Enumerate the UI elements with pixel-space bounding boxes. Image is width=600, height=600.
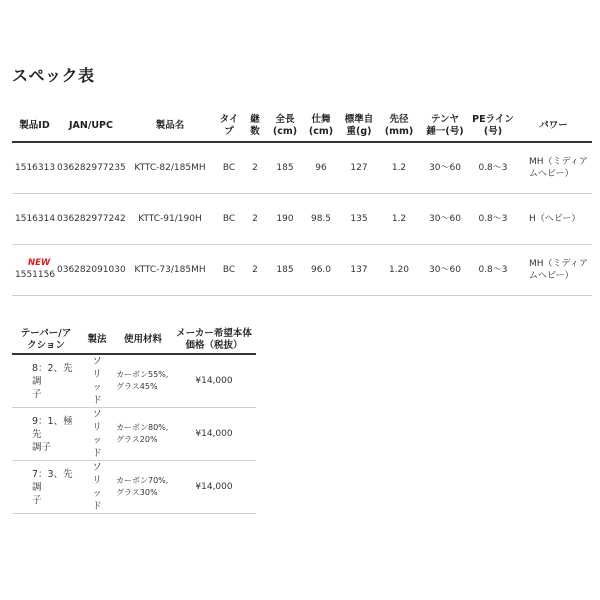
table-row (12, 461, 256, 514)
header-pieces: 継 数 (250, 113, 260, 137)
table-row (12, 354, 256, 408)
detail-table (12, 326, 256, 514)
header-taper-action: テーパー/ア クション (20, 327, 72, 351)
cell-power: MH（ミディア ムヘビー） (529, 258, 588, 281)
header-closed-length: 仕舞 (cm) (308, 113, 334, 137)
cell-product-name: KTTC-73/185MH (134, 264, 206, 275)
product-id-text: 1516314 (15, 213, 56, 224)
header-power: パワー (539, 119, 568, 131)
cell-method: ソ リ ッ ド (92, 356, 102, 406)
cell-length: 185 (276, 162, 294, 173)
cell-closed-length: 96.0 (310, 264, 332, 275)
cell-length: 190 (276, 213, 294, 224)
cell-jan: 036282977235 (57, 162, 126, 173)
table-row (12, 193, 592, 244)
cell-pe-line: 0.8〜3 (478, 264, 508, 275)
cell-weight: 135 (350, 213, 368, 224)
cell-pe-line: 0.8〜3 (478, 162, 508, 173)
cell-tenya-weight: 30〜60 (429, 213, 461, 224)
header-jan-upc: JAN/UPC (69, 119, 113, 131)
cell-closed-length: 98.5 (310, 213, 332, 224)
cell-type: BC (222, 213, 236, 224)
cell-method: ソ リ ッ ド (92, 462, 102, 512)
product-id-text: 1551156 (15, 269, 56, 280)
cell-price: ¥14,000 (195, 376, 233, 386)
spec-table (12, 110, 592, 296)
header-length: 全長 (cm) (272, 113, 298, 137)
cell-pieces: 2 (252, 213, 258, 224)
header-pe-line: PEライン (号) (472, 113, 514, 137)
cell-type: BC (222, 162, 236, 173)
header-material: 使用材料 (123, 333, 162, 345)
cell-material: カーボン80%, グラス20% (116, 423, 169, 444)
table-row (12, 244, 592, 295)
table-row (12, 142, 592, 193)
header-method: 製法 (87, 333, 107, 345)
cell-tenya-weight: 30〜60 (429, 264, 461, 275)
cell-tip-diameter: 1.2 (391, 213, 407, 224)
cell-product-name: KTTC-91/190H (138, 213, 202, 224)
header-product-name: 製品名 (155, 119, 185, 131)
cell-product-id (12, 244, 57, 295)
cell-weight: 137 (350, 264, 368, 275)
cell-power: H（ヘビー） (529, 213, 581, 224)
cell-weight: 127 (350, 162, 368, 173)
cell-material: カーボン70%, グラス30% (116, 476, 169, 497)
cell-price: ¥14,000 (195, 482, 233, 492)
cell-pieces: 2 (252, 264, 258, 275)
header-type: タイ プ (219, 113, 239, 137)
cell-pe-line: 0.8〜3 (478, 213, 508, 224)
cell-tip-diameter: 1.20 (388, 264, 410, 275)
header-product-id: 製品ID (19, 119, 50, 131)
cell-pieces: 2 (252, 162, 258, 173)
cell-jan: 036282977242 (57, 213, 126, 224)
cell-power: MH（ミディア ムヘビー） (529, 156, 588, 179)
cell-product-name: KTTC-82/185MH (134, 162, 206, 173)
product-id-text: 1516313 (15, 162, 56, 173)
cell-method: ソ リ ッ ド (92, 409, 102, 459)
cell-tip-diameter: 1.2 (391, 162, 407, 173)
cell-product-id (12, 142, 57, 193)
new-badge: NEW (28, 257, 51, 268)
cell-product-id (12, 193, 57, 244)
cell-length: 185 (276, 264, 294, 275)
cell-price: ¥14,000 (195, 429, 233, 439)
cell-type: BC (222, 264, 236, 275)
header-weight: 標準自 重(g) (344, 113, 374, 137)
spec-header-row (12, 110, 592, 142)
cell-taper: 8：2、先調 子 (32, 362, 73, 400)
cell-taper: 9：1、極先 調子 (32, 415, 73, 453)
cell-jan: 036282091030 (57, 264, 126, 275)
table-row (12, 408, 256, 461)
header-tenya-weight: テンヤ 錘一(号) (426, 113, 464, 137)
detail-header-row (12, 326, 256, 354)
cell-taper: 7：3、先調 子 (32, 468, 73, 506)
header-price: メーカー希望本体 価格（税抜） (176, 327, 252, 351)
cell-closed-length: 96 (315, 162, 327, 173)
cell-tenya-weight: 30〜60 (429, 162, 461, 173)
page-title: スペック表 (12, 66, 95, 85)
header-tip-diameter: 先径 (mm) (384, 113, 414, 137)
cell-material: カーボン55%, グラス45% (116, 370, 169, 391)
